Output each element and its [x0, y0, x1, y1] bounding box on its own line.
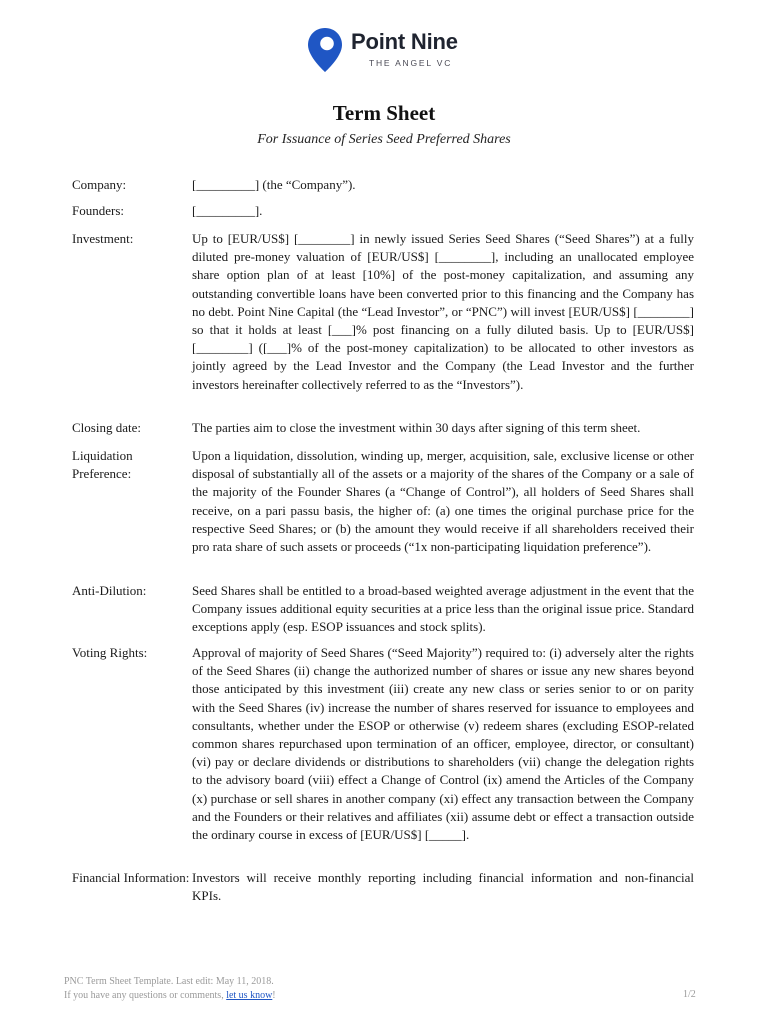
page-footer: [64, 975, 276, 1003]
term-value: Seed Shares shall be entitled to a broad-based weighted average adjustment in the event that the Company issues additional equity securities at a price less than the original issue price. Standard exceptions apply (esp. ESOP issuances and stock splits).: [192, 583, 694, 635]
term-row-company: [72, 176, 694, 202]
document-title: Term Sheet: [332, 101, 436, 125]
term-row-voting-rights: [72, 644, 694, 869]
term-value: Upon a liquidation, dissolution, winding up, merger, acquisition, sale, exclusive license or other disposal of substantially all of the assets or a majority of the shares of the Company or a sale of the majority of the Founder Shares (a “Change of Control”), all holders of Seed Shares shall receive, on a pari passu basis, the higher of: (a) one times the original purchase price for the respective Seed Shares; or (b) the amount they would receive if all shareholders received their pro rata share of such assets or proceeds (“1x non-participating liquidation preference”).: [192, 448, 694, 555]
term-row-financial-information: [72, 869, 694, 909]
term-value: Up to [EUR/US$] [________] in newly issued Series Seed Shares (“Seed Shares”) at a fully diluted pre-money valuation of [EUR/US$] [________], including an unallocated employee share option plan of at least [10%] of the post-money capitalization, and assuming any outstanding convertible loans have been converted prior to this financing and the Company has no debt. Point Nine Capital (the “Lead Investor”, or “PNC”) will invest [EUR/US$] [________] so that it holds at least [___]% post financing on a fully diluted basis. Up to [EUR/US$] [________] ([___]% of the post-money capitalization) to be allocated to other investors as jointly agreed by the Lead Investor and the Company (the Lead Investor and the further investors hereinafter collectively referred to as the “Investors”).: [192, 231, 694, 392]
term-row-liquidation-preference: [72, 447, 694, 582]
term-label: Financial Information:: [72, 870, 190, 885]
footer-contact-suffix: !: [272, 990, 276, 1001]
term-row-anti-dilution: [72, 582, 694, 644]
page-number: 1/2: [683, 989, 696, 1000]
term-sheet-table: [72, 176, 694, 909]
term-label: Investment:: [72, 231, 134, 246]
term-label: Voting Rights:: [72, 645, 148, 660]
term-value: Approval of majority of Seed Shares (“Seed Majority”) required to: (i) adversely alter the rights of the Seed Shares (ii) change the authorized number of shares or issue any new shares beyond those anticipated by this investment (iii) create any new class or series senior to or on parity with the Seed Shares (iv) increase the number of shares reserved for issuance to employees and consultants, whether under the ESOP or otherwise (v) redeem shares (excluding ESOP-related common shares repurchased upon termination of an officer, employee, director, or consultant) (vi) pay or declare dividends or distributions to shareholders (vii) change the delegation rights to the advisory board (viii) effect a Change of Control (ix) amend the Articles of the Company (x) purchase or sell shares in another company (xi) effect any transaction between the Company and the Founders or their relatives and affiliates (xii) assume debt or effect a transaction outside the ordinary course in excess of [EUR/US$] [_____].: [192, 645, 694, 843]
footer-contact-prefix: If you have any questions or comments,: [64, 990, 227, 1001]
document-subtitle: For Issuance of Series Seed Preferred Shares: [257, 132, 511, 147]
term-value: The parties aim to close the investment within 30 days after signing of this term sheet.: [192, 420, 641, 435]
location-pin-icon: [307, 27, 343, 73]
term-label: Anti-Dilution:: [72, 583, 147, 598]
term-label: Company:: [72, 177, 127, 192]
term-row-closing-date: [72, 419, 694, 447]
term-value: [_________].: [192, 203, 263, 218]
point-nine-logo: [307, 27, 477, 73]
logo-tagline: THE ANGEL VC: [369, 58, 453, 68]
let-us-know-link[interactable]: let us know: [226, 990, 273, 1001]
term-label: Liquidation Preference:: [72, 448, 133, 482]
term-row-founders: [72, 202, 694, 230]
term-row-investment: [72, 230, 694, 419]
footer-edit-note: PNC Term Sheet Template. Last edit: May 11, 2018.: [64, 976, 274, 987]
footer-contact-line: [64, 989, 276, 1003]
term-label: Closing date:: [72, 420, 141, 435]
term-value: Investors will receive monthly reporting including financial information and non-financial KPIs.: [192, 870, 694, 904]
term-label: Founders:: [72, 203, 124, 218]
term-value: [_________] (the “Company”).: [192, 177, 356, 192]
logo-name: Point Nine: [351, 29, 458, 54]
